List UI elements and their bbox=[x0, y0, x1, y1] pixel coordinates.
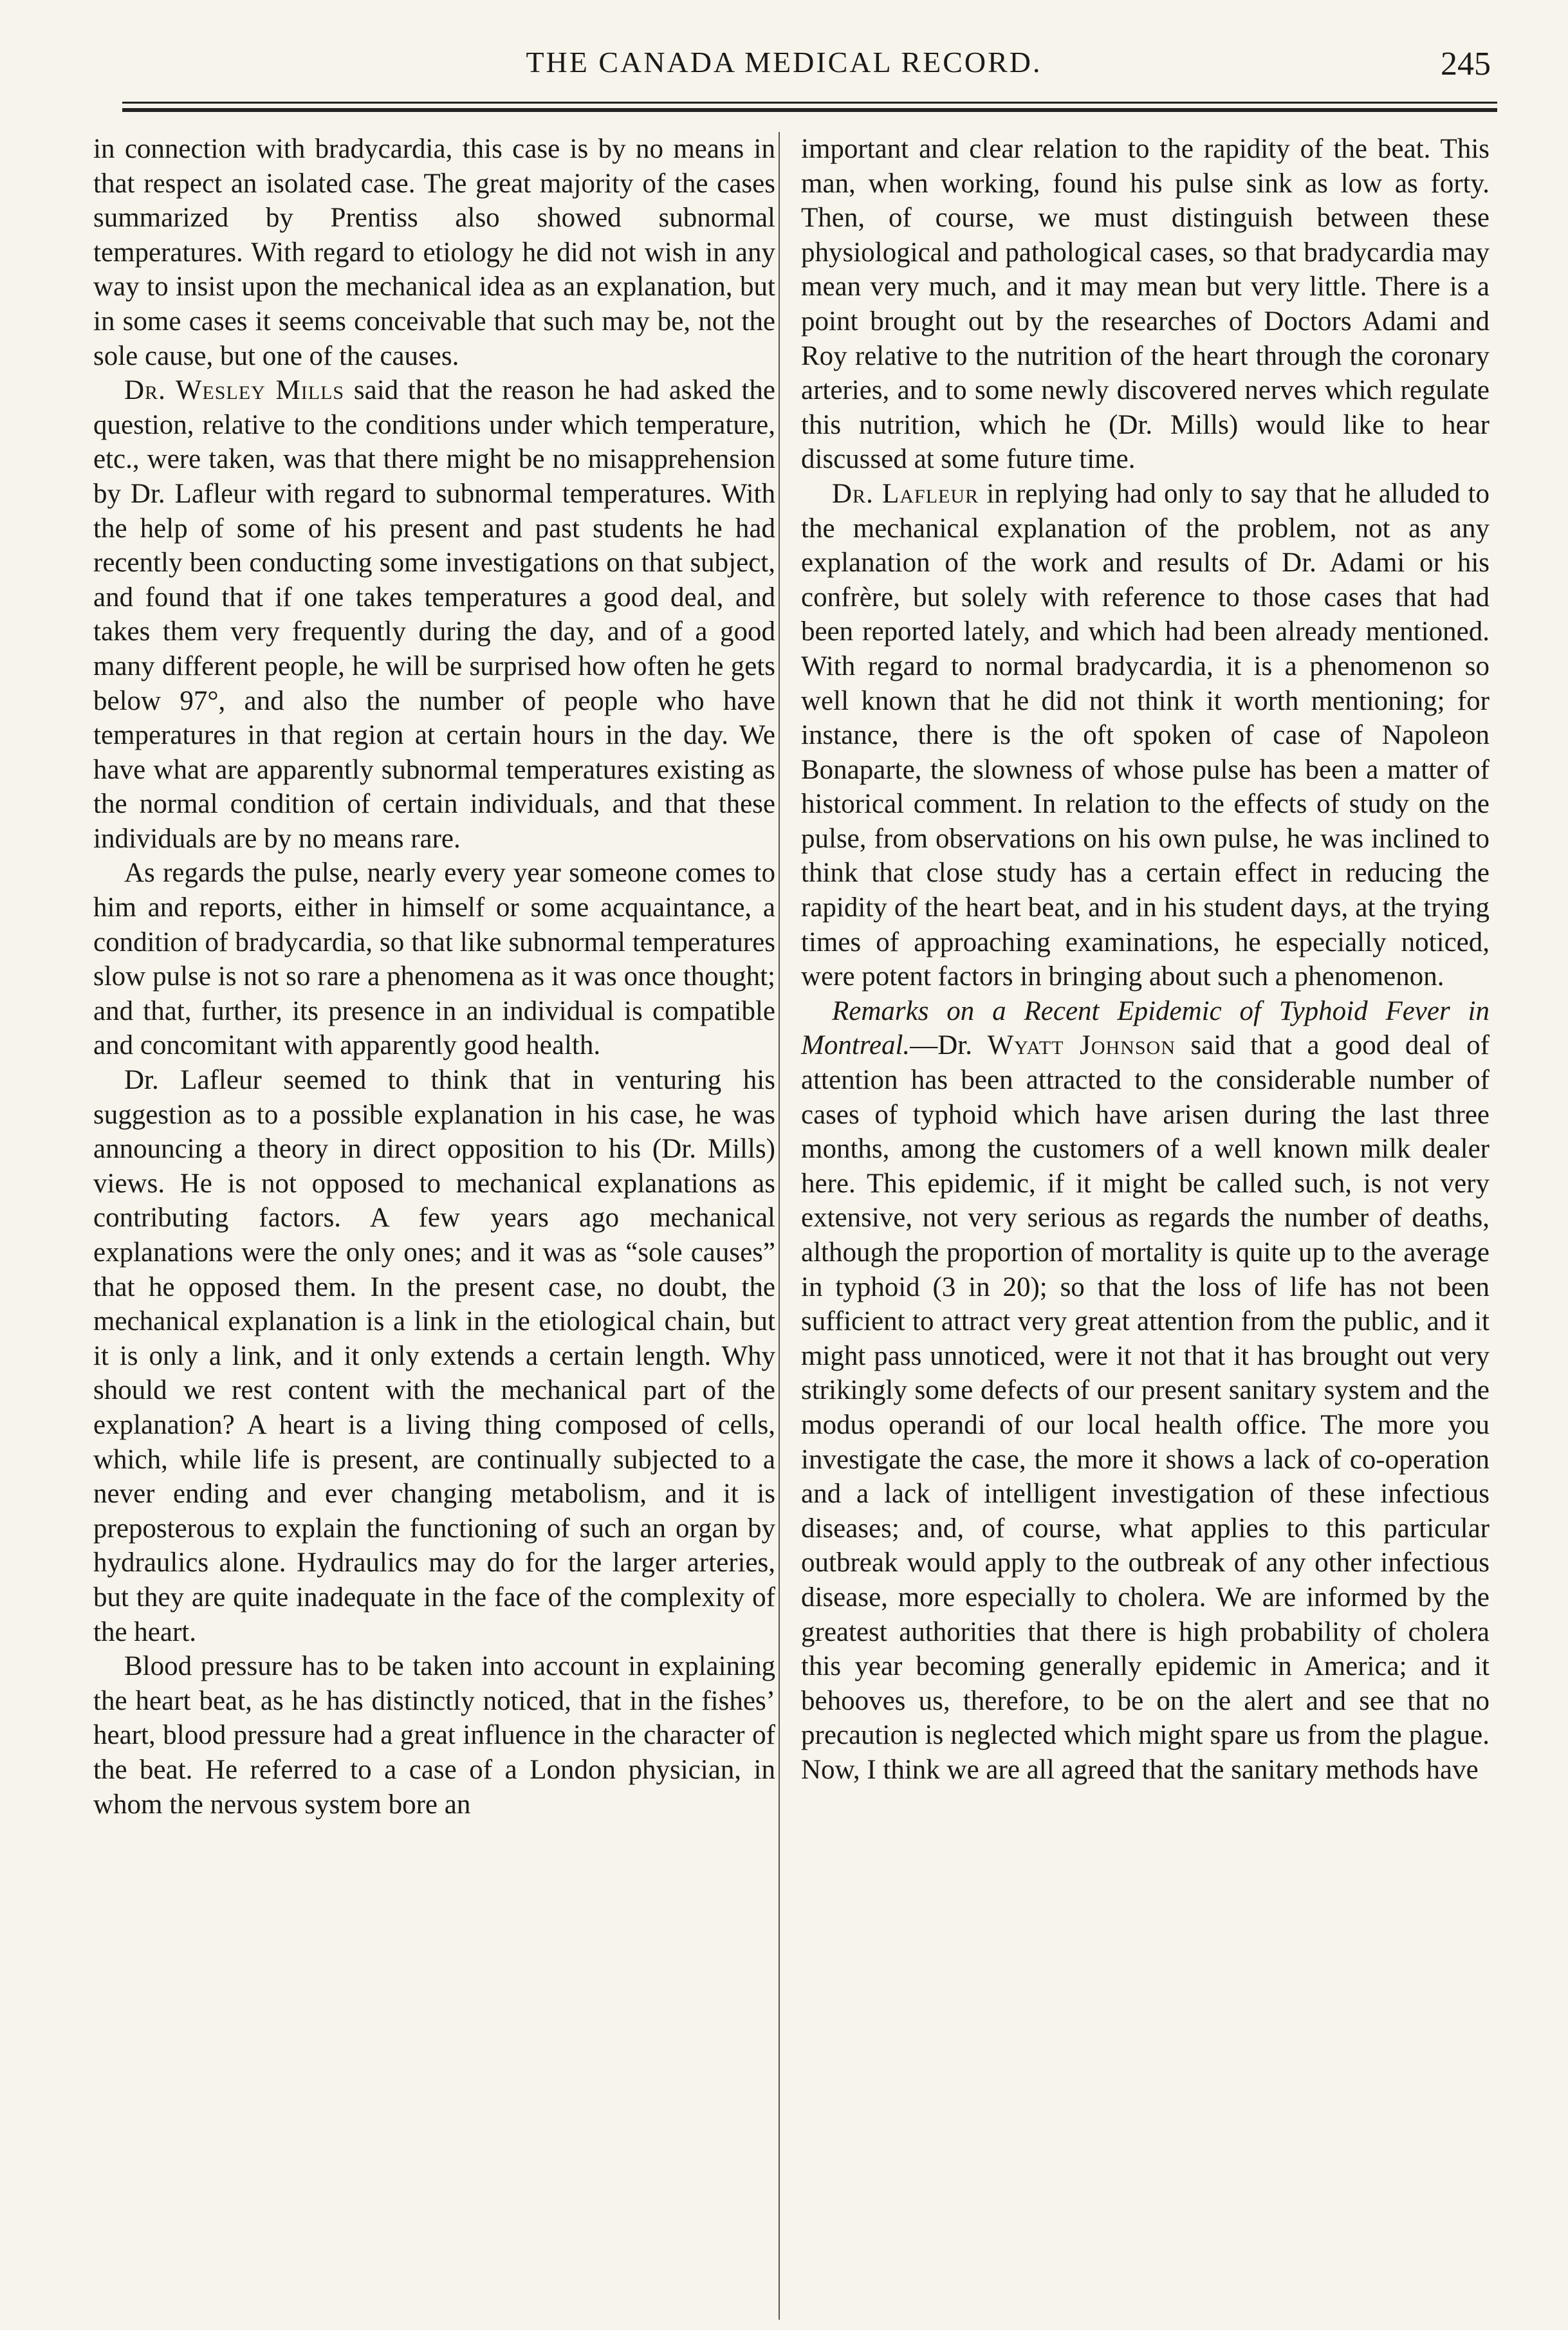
speaker-name: Wyatt Johnson bbox=[987, 1030, 1176, 1061]
speaker-name: Dr. Wesley Mills bbox=[124, 375, 345, 406]
paragraph bbox=[801, 994, 1490, 1788]
paragraph: Blood pressure has to be taken into account in explaining the heart beat, as he has distinctly noticed, that in the fishes’ heart, blood pressure had a great influence in the character of the beat. He referred to a case of a London physician, in whom the nervous system bore an bbox=[93, 1651, 775, 1820]
paragraph: Dr. Lafleur seemed to think that in venturing his suggestion as to a possible explanation in his case, he was announcing a theory in direct opposition to his (Dr. Mills) views. He is not opposed to mechanical explanations as contributing factors. A few years ago mechanical explanations were the only ones; and it was as “sole causes” that he opposed them. In the present case, no doubt, the mechanical explanation is a link in the etiological chain, but it is only a link, and it only extends a certain length. Why should we rest content with the mechanical part of the explanation? A heart is a living thing composed of cells, which, while life is present, are continually subjected to a never ending and ever changing metabolism, and it is preposterous to explain the functioning of such an organ by hydraulics alone. Hydraulics may do for the larger arteries, but they are quite inadequate in the face of the complexity of the heart. bbox=[93, 1065, 775, 1647]
paragraph-text: said that the reason he had asked the question, relative to the conditions under which temperature, etc., were taken, was that there might be no misapprehension by Dr. Lafleur with regard to subnormal temperatures. With the help of some of his present and past students he had recently been conducting some investigations on that subject, and found that if one takes temperatures a good deal, and takes them very frequently during the day, and of a good many different people, he will be surprised how often he gets below 97°, and also the number of people who have temperatures in that region at certain hours in the day. We have what are apparently subnormal temperatures existing as the normal condition of certain individuals, and that these individuals are by no means rare. bbox=[93, 375, 776, 854]
page-number: 245 bbox=[1441, 46, 1491, 82]
left-column bbox=[93, 132, 775, 1822]
paragraph-text: said that a good deal of attention has been attracted to the considerable number of cases of typhoid which have arisen during the last three months, among the customers of a well known milk dealer here. This epidemic, if it might be called such, is not very extensive, not very serious as regards the number of deaths, although the proportion of mortality is quite up to the average in typhoid (3 in 20); so that the loss of life has not been sufficient to attract very great attention from the public, and it might pass unnoticed, were it not that it has brought out very strikingly some defects of our present sanitary system and the modus operandi of our local health office. The more you investigate the case, the more it shows a lack of co-operation and a lack of intelligent investigation of these infectious diseases; and, of course, what applies to this particular outbreak would apply to the outbreak of any other infectious disease, more especially to cholera. We are informed by the greatest authorities that there is high probability of cholera this year becoming generally epidemic in America; and it behooves us, therefore, to be on the alert and see that no precaution is neglected which might spare us from the plague. Now, I think we are all agreed that the sanitary methods have bbox=[801, 1030, 1490, 1785]
paragraph: in connection with bradycardia, this case is by no means in that respect an isolated case. The great majority of the cases summarized by Prentiss also showed subnormal temperatures. With regard to etiology he did not wish in any way to insist upon the mechanical idea as an explanation, but in some cases it seems conceivable that such may be, not the sole cause, but one of the causes. bbox=[93, 134, 775, 371]
page-header bbox=[77, 45, 1491, 90]
dash-text: —Dr. bbox=[910, 1030, 988, 1061]
header-rule-thin bbox=[122, 102, 1497, 104]
running-title: THE CANADA MEDICAL RECORD. bbox=[526, 46, 1042, 79]
paragraph: As regards the pulse, nearly every year someone comes to him and reports, either in himself or some acquaintance, a condition of bradycardia, so that like subnormal temperatures slow pulse is not so rare a phenomena as it was once thought; and that, further, its presence in an individual is compatible and concomitant with apparently good health. bbox=[93, 858, 775, 1061]
paragraph-text: in replying had only to say that he alluded to the mechanical explanation of the problem, not as any explanation of the work and results of Dr. Adami or his confrère, but solely with reference to those cases that had been reported lately, and which had been already mentioned. With regard to normal bradycardia, it is a phenomenon so well known that he did not think it worth mentioning; for instance, there is the oft spoken of case of Napoleon Bonaparte, the slowness of whose pulse has been a matter of historical comment. In relation to the effects of study on the pulse, from observations on his own pulse, he was inclined to think that close study has a certain effect in reducing the rapidity of the heart beat, and in his student days, at the trying times of approaching examinations, he especially noticed, were potent factors in bringing about such a phenomenon. bbox=[801, 478, 1490, 992]
column-divider bbox=[779, 132, 780, 2320]
section-title: Remarks on a Recent Epidemic of Typhoid Fever in Montreal. bbox=[801, 995, 1490, 1061]
paragraph bbox=[801, 477, 1490, 994]
header-rule-thick bbox=[122, 108, 1497, 112]
right-column bbox=[801, 132, 1490, 1788]
paragraph bbox=[93, 373, 775, 856]
speaker-name: Dr. Lafleur bbox=[832, 478, 979, 509]
paragraph: important and clear relation to the rapidity of the beat. This man, when working, found his pulse sink as low as forty. Then, of course, we must distinguish between these physiological and pathological cases, so that bradycardia may mean very much, and it may mean but very little. There is a point brought out by the researches of Doctors Adami and Roy relative to the nutrition of the heart through the coronary arteries, and to some newly discovered nerves which regulate this nutrition, which he (Dr. Mills) would like to hear discussed at some future time. bbox=[801, 134, 1490, 475]
